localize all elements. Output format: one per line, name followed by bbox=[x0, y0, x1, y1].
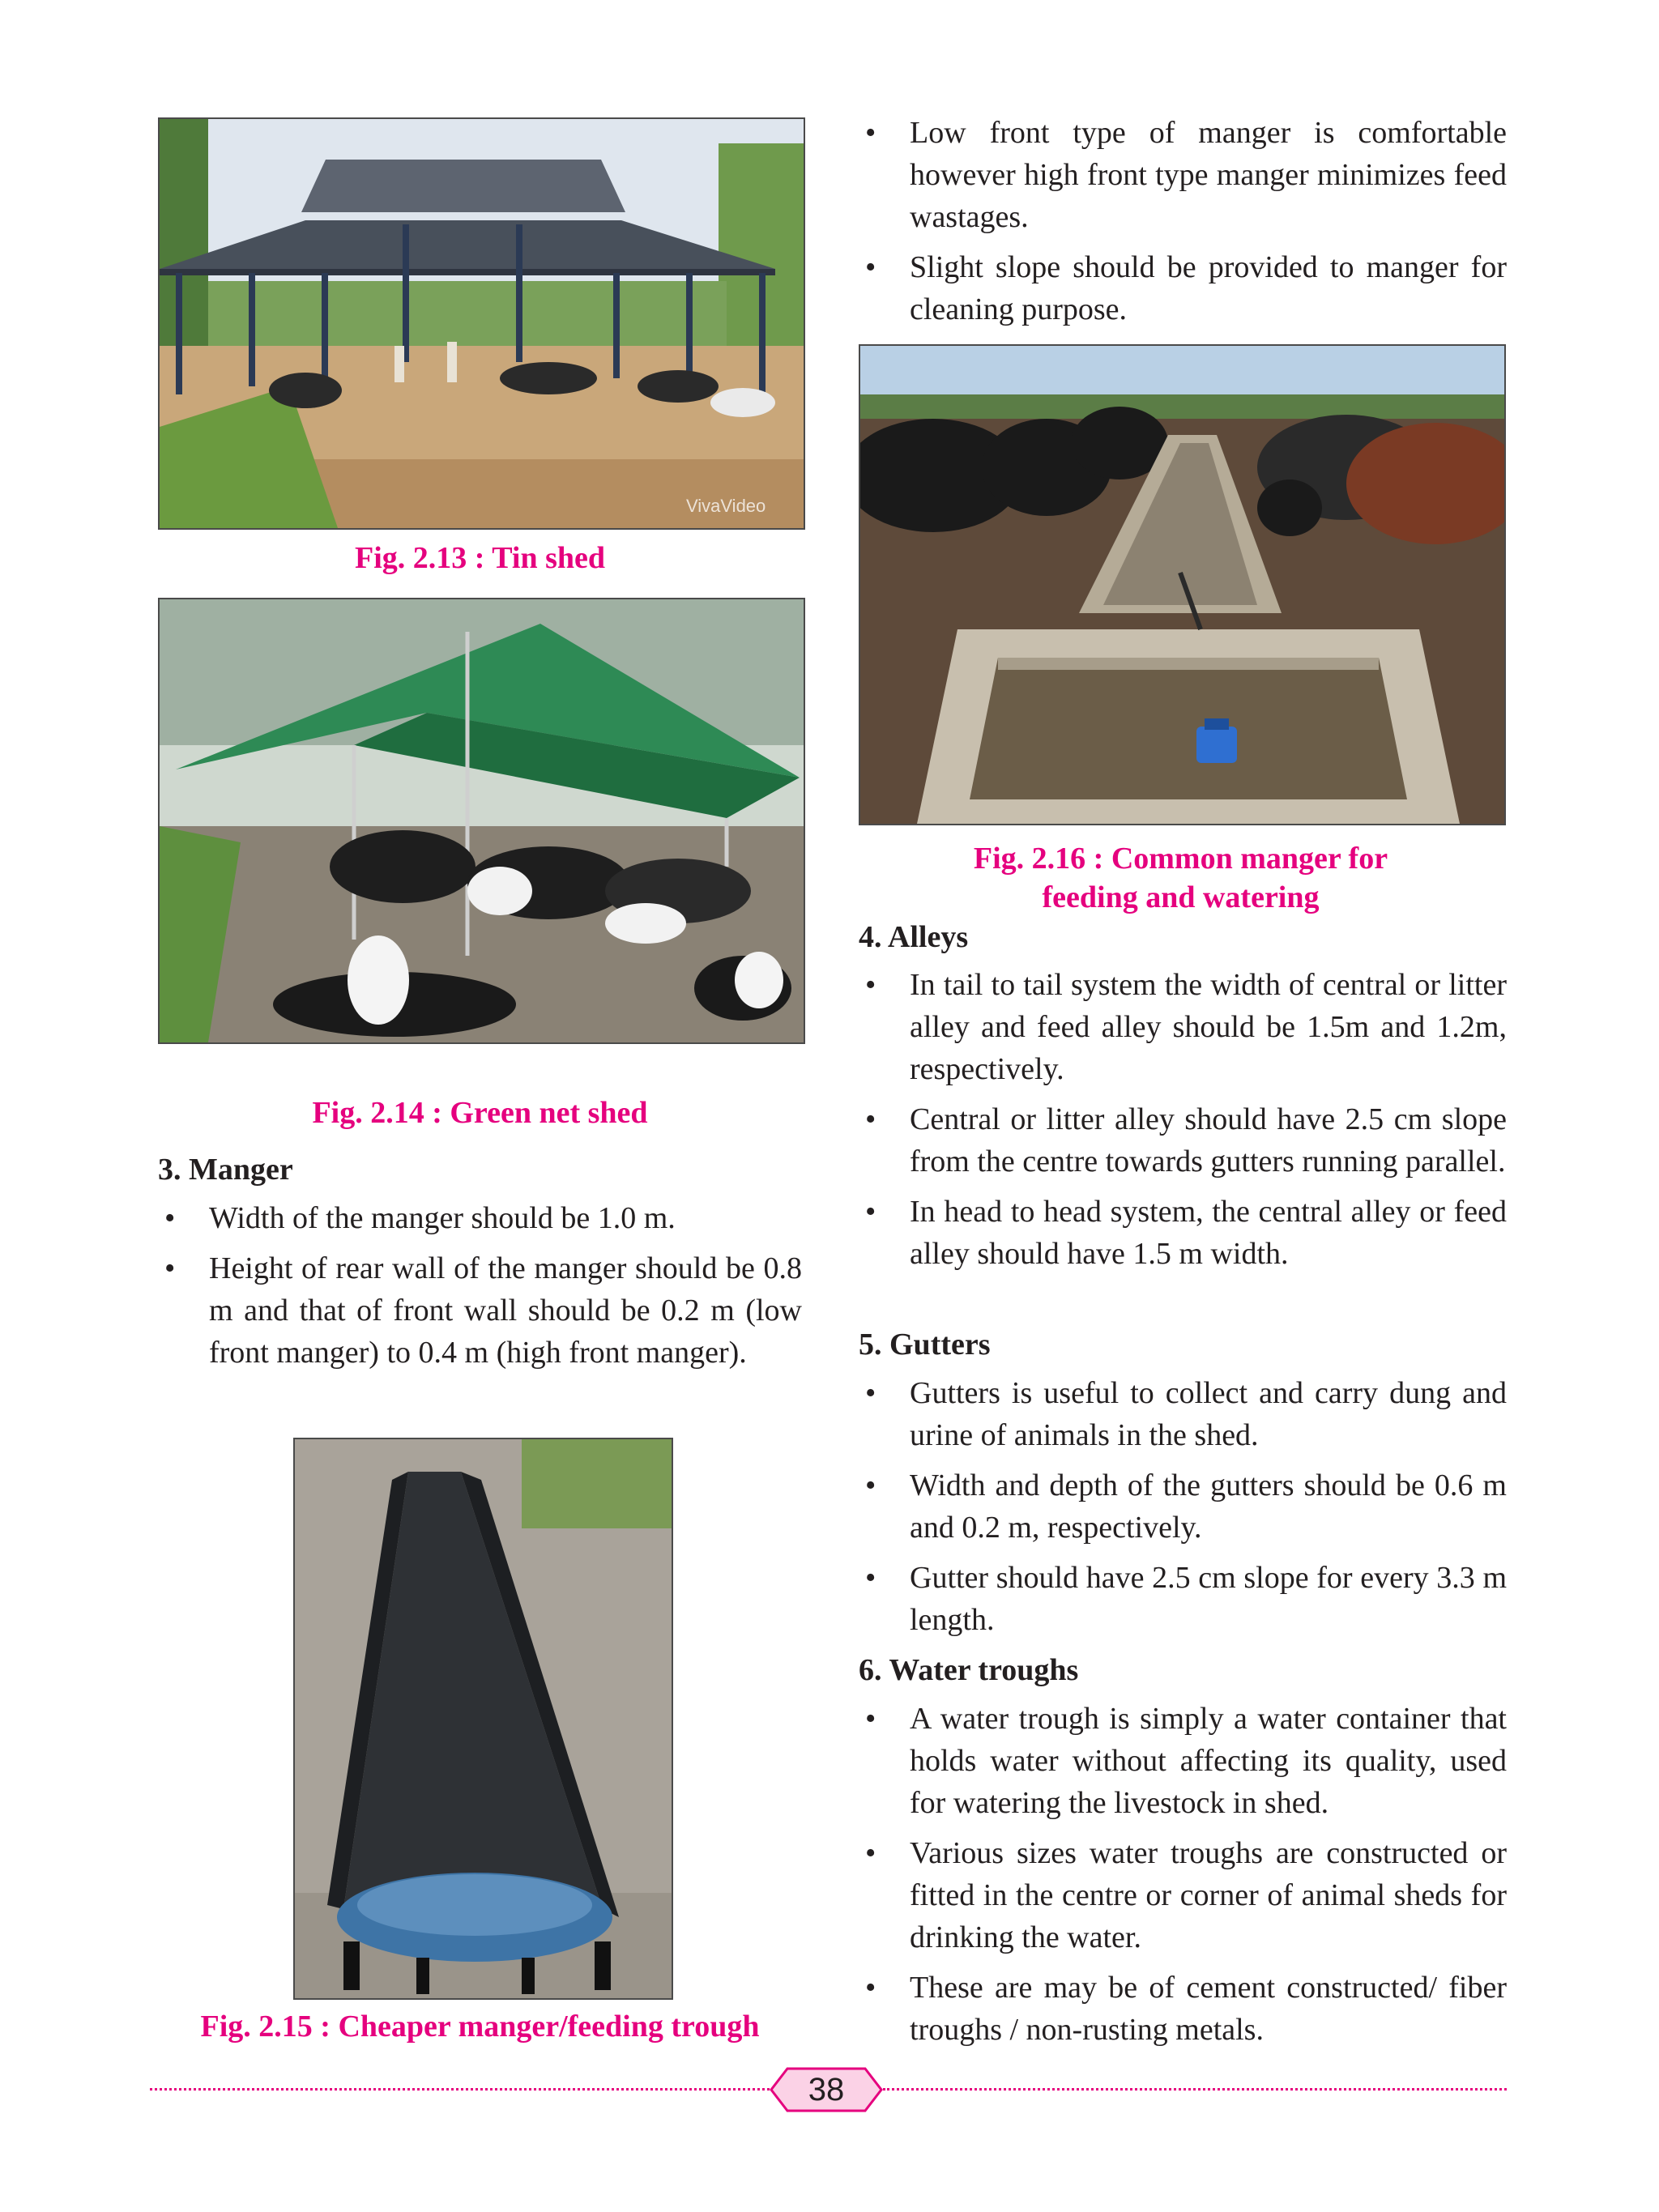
figure-caption-tin-shed: Fig. 2.13 : Tin shed bbox=[354, 541, 605, 575]
list-item bbox=[859, 246, 1507, 330]
bullet-glyph: • bbox=[865, 1971, 876, 2005]
figure-green-net-shed-photo bbox=[158, 598, 805, 1044]
figure-cheaper-manger-photo bbox=[293, 1438, 673, 2000]
water-troughs-bullet-list bbox=[859, 1698, 1507, 2059]
bullet-glyph: • bbox=[865, 1468, 876, 1502]
watermark-text: VivaVideo bbox=[686, 496, 766, 516]
list-item-text: Width of the manger should be 1.0 m. bbox=[209, 1201, 676, 1235]
footer-rule-right bbox=[883, 2088, 1507, 2091]
figure-caption-cheaper-manger: Fig. 2.15 : Cheaper manger/feeding trough bbox=[200, 2010, 760, 2044]
list-item bbox=[158, 1247, 802, 1374]
page-number-badge bbox=[770, 2067, 883, 2112]
footer-rule-left bbox=[150, 2088, 770, 2091]
section-heading-water-troughs: 6. Water troughs bbox=[859, 1653, 1079, 1687]
bullet-glyph: • bbox=[865, 1376, 876, 1410]
page-number: 38 bbox=[808, 2072, 845, 2108]
figure-caption-green-net-shed: Fig. 2.14 : Green net shed bbox=[312, 1096, 648, 1130]
list-item-text: Various sizes water troughs are constructed or fitted in the centre or corner of animal sheds for drinking the water. bbox=[910, 1836, 1507, 1954]
manger-continued-bullet-list bbox=[859, 112, 1507, 339]
list-item-text: Width and depth of the gutters should be 0.6 m and 0.2 m, respectively. bbox=[910, 1468, 1507, 1545]
bullet-glyph: • bbox=[865, 1702, 876, 1736]
list-item-text: In tail to tail system the width of central or litter alley and feed alley should be 1.5m and 1.2m, respectively. bbox=[910, 968, 1507, 1086]
section-heading-alleys: 4. Alleys bbox=[859, 920, 969, 954]
figure-tin-shed-photo bbox=[158, 117, 805, 530]
bullet-glyph: • bbox=[865, 1195, 876, 1229]
list-item bbox=[859, 1372, 1507, 1456]
list-item bbox=[158, 1197, 802, 1239]
list-item-text: Height of rear wall of the manger should be 0.8 m and that of front wall should be 0.2 m (low front manger) to 0.4 m (high front manger). bbox=[209, 1251, 802, 1370]
section-heading-manger: 3. Manger bbox=[158, 1153, 293, 1187]
list-item-text: Slight slope should be provided to manger for cleaning purpose. bbox=[910, 250, 1507, 326]
list-item-text: These are may be of cement constructed/ fiber troughs / non-rusting metals. bbox=[910, 1971, 1507, 2047]
list-item bbox=[859, 1557, 1507, 1641]
section-heading-gutters: 5. Gutters bbox=[859, 1328, 991, 1362]
list-item-text: Central or litter alley should have 2.5 cm slope from the centre towards gutters running parallel. bbox=[910, 1102, 1507, 1178]
bullet-glyph: • bbox=[865, 250, 876, 284]
list-item-text: A water trough is simply a water container that holds water without affecting its quality, used for watering the livestock in shed. bbox=[910, 1702, 1507, 1820]
bullet-glyph: • bbox=[865, 968, 876, 1002]
figure-common-manger-photo bbox=[859, 344, 1506, 825]
list-item-text: In head to head system, the central alley or feed alley should have 1.5 m width. bbox=[910, 1195, 1507, 1271]
list-item-text: Gutters is useful to collect and carry dung and urine of animals in the shed. bbox=[910, 1376, 1507, 1452]
alleys-bullet-list bbox=[859, 964, 1507, 1283]
manger-bullet-list bbox=[158, 1197, 802, 1382]
bullet-glyph: • bbox=[865, 1836, 876, 1870]
bullet-glyph: • bbox=[865, 1102, 876, 1136]
bullet-glyph: • bbox=[865, 1561, 876, 1595]
gutters-bullet-list bbox=[859, 1372, 1507, 1649]
list-item bbox=[859, 1191, 1507, 1275]
list-item bbox=[859, 1464, 1507, 1549]
bullet-glyph: • bbox=[164, 1251, 176, 1285]
list-item-text: Gutter should have 2.5 cm slope for every 3.3 m length. bbox=[910, 1561, 1507, 1637]
list-item bbox=[859, 112, 1507, 238]
bullet-glyph: • bbox=[865, 116, 876, 150]
list-item bbox=[859, 1698, 1507, 1824]
figure-caption-common-manger-line-1: Fig. 2.16 : Common manger for bbox=[973, 842, 1388, 876]
list-item bbox=[859, 1098, 1507, 1183]
list-item-text: Low front type of manger is comfortable however high front type manger minimizes feed wastages. bbox=[910, 116, 1507, 234]
list-item bbox=[859, 1967, 1507, 2051]
list-item bbox=[859, 1832, 1507, 1958]
bullet-glyph: • bbox=[164, 1201, 176, 1235]
list-item bbox=[859, 964, 1507, 1090]
figure-caption-common-manger-line-2: feeding and watering bbox=[1042, 880, 1320, 914]
